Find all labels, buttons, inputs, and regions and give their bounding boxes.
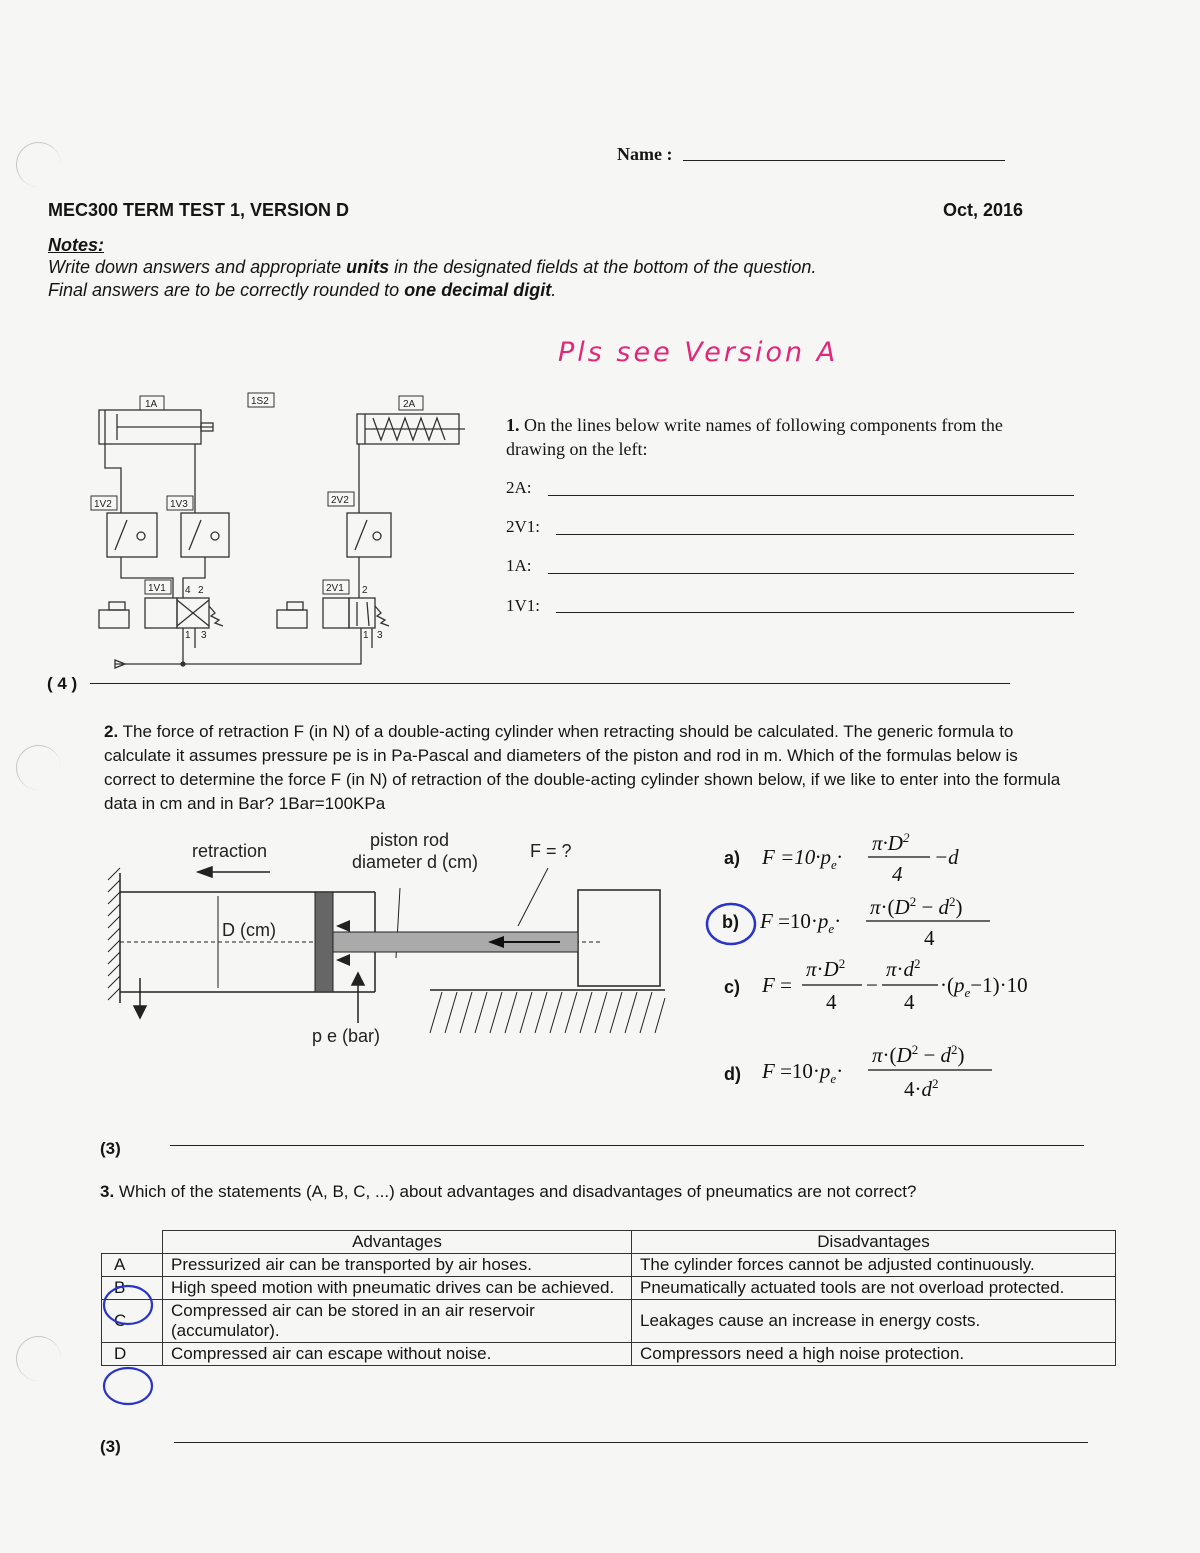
q2-answer-line[interactable] xyxy=(170,1145,1084,1146)
q1-points: ( 4 ) xyxy=(47,674,78,693)
q1-component-1v1: 1V1: xyxy=(506,596,540,615)
q3-question xyxy=(100,1180,1090,1204)
diagram-port-3b: 3 xyxy=(377,630,383,641)
notes-heading: Notes: xyxy=(48,235,105,255)
svg-text:4: 4 xyxy=(924,926,935,950)
test-date: Oct, 2016 xyxy=(943,200,1024,220)
svg-text:−: − xyxy=(866,973,878,997)
circle-mark-D xyxy=(100,1364,160,1408)
option-c-label[interactable]: c) xyxy=(724,977,741,997)
disadvantage-cell: Compressors need a high noise protection. xyxy=(632,1343,1116,1366)
svg-text:π·D2: $\pi\cdot D^2$ xyxy=(806,956,846,981)
option-a-label[interactable]: a) xyxy=(724,848,741,868)
label-retraction: retraction xyxy=(192,841,268,861)
svg-text:4·d2: $4\cdot d^2$ xyxy=(904,1076,939,1101)
formula-d xyxy=(762,1036,1002,1111)
row-letter-d[interactable]: D xyxy=(102,1343,163,1366)
svg-text:4: 4 xyxy=(892,862,903,886)
svg-text:π·D2: $\pi\cdot D^2$ xyxy=(872,830,910,855)
q1-answer-line-2v1[interactable] xyxy=(556,534,1074,535)
diagram-port-4: 4 xyxy=(185,585,191,596)
advantage-cell: High speed motion with pneumatic drives can be achieved. xyxy=(163,1277,632,1300)
diagram-label-2a: 2A xyxy=(403,399,416,410)
formula-c-svg xyxy=(762,952,1062,1016)
q1-component-1a: 1A: xyxy=(506,556,532,575)
table-row xyxy=(102,1254,1116,1277)
diagram-port-3a: 3 xyxy=(201,630,207,641)
notes-line-2-bold: one decimal digit xyxy=(404,280,552,300)
svg-text:F =10·pe·: $F =10\cdot p_e\cdot$ xyxy=(762,1059,844,1086)
disadvantage-cell: The cylinder forces cannot be adjusted continuously. xyxy=(632,1254,1116,1277)
q1-component-2a: 2A: xyxy=(506,478,532,497)
diagram-label-1a: 1A xyxy=(145,399,158,410)
q2-points: (3) xyxy=(100,1139,121,1158)
diagram-label-1v2: 1V2 xyxy=(94,499,112,510)
double-acting-cylinder-diagram xyxy=(100,828,670,1048)
advantage-cell: Pressurized air can be transported by air hoses. xyxy=(163,1254,632,1277)
notes-line-1 xyxy=(48,257,816,278)
diagram-port-2b: 2 xyxy=(362,585,368,596)
pneumatic-circuit-diagram xyxy=(85,388,485,678)
circle-mark-B xyxy=(100,1282,160,1328)
handwritten-note: Pls see Version A xyxy=(558,337,839,368)
svg-text:π·(D2 − d2): $\pi\cdot(D^2 - d^2)$ xyxy=(870,894,963,919)
diagram-label-1v3: 1V3 xyxy=(170,499,188,510)
disadvantage-cell: Leakages cause an increase in energy costs. xyxy=(632,1300,1116,1343)
notes-line-1-post: in the designated fields at the bottom of the question. xyxy=(389,257,817,277)
formula-a xyxy=(762,826,982,892)
punch-hole-top xyxy=(16,142,61,187)
option-d-label[interactable]: d) xyxy=(724,1064,741,1084)
formula-b xyxy=(760,890,1000,955)
label-piston-rod-1: piston rod xyxy=(370,830,450,850)
q1-answer-line-2a[interactable] xyxy=(548,495,1074,496)
row-letter-a[interactable]: A xyxy=(102,1254,163,1277)
svg-text:·(pe−1)·10: $\cdot(p_e-1)\cdot 10$ xyxy=(940,973,1028,1000)
label-force: F = ? xyxy=(530,841,572,861)
q1-answer-line[interactable] xyxy=(90,683,1010,684)
q1-answer-line-1v1[interactable] xyxy=(556,612,1074,613)
diagram-label-2v1: 2V1 xyxy=(326,583,344,594)
q1-text: On the lines below write names of following components from the drawing on the left: xyxy=(506,415,1003,459)
notes-line-2-post: . xyxy=(551,280,557,300)
table-row xyxy=(102,1277,1116,1300)
table-row xyxy=(102,1343,1116,1366)
q2-number: 2. xyxy=(104,722,119,741)
diagram-label-1v1: 1V1 xyxy=(148,583,166,594)
punch-hole-middle xyxy=(16,745,61,790)
q3-answer-line[interactable] xyxy=(174,1442,1088,1443)
punch-hole-bottom xyxy=(16,1336,61,1381)
q1-question xyxy=(506,413,1056,461)
notes-line-1-bold: units xyxy=(346,257,390,277)
label-pressure: p e (bar) xyxy=(312,1026,381,1046)
header-disadvantages: Disadvantages xyxy=(632,1231,1116,1254)
label-piston-rod-2: diameter d (cm) xyxy=(352,852,479,872)
q3-points: (3) xyxy=(100,1437,121,1456)
diagram-port-1b: 1 xyxy=(363,630,369,641)
svg-text:π·(D2 − d2): $\pi\cdot(D^2 - d^2)$ xyxy=(872,1042,965,1067)
svg-text:F =: F = xyxy=(762,973,792,997)
table-row xyxy=(102,1300,1116,1343)
notes-line-1-pre: Write down answers and appropriate xyxy=(48,257,347,277)
diagram-label-1s2: 1S2 xyxy=(251,396,269,407)
svg-text:F =10·pe·: $F =10\cdot p_e\cdot$ xyxy=(760,909,842,936)
svg-text:−d: −d xyxy=(934,845,959,869)
formula-a-svg xyxy=(762,826,982,886)
table-header-row xyxy=(102,1231,1116,1254)
q3-number: 3. xyxy=(100,1182,115,1201)
svg-text:4: 4 xyxy=(826,990,837,1014)
formula-b-svg xyxy=(760,890,1000,950)
diagram-port-1a: 1 xyxy=(185,630,191,641)
name-field-line[interactable] xyxy=(683,160,1005,161)
option-b-label[interactable]: b) xyxy=(722,912,739,932)
table-corner xyxy=(102,1231,163,1254)
q2-text: The force of retraction F (in N) of a double-acting cylinder when retracting should be calculated. The generic formula to calculate it assumes pressure pe is in Pa-Pascal and diameters of the piston and rod in m. Which of the formulas below is correct to determine the force F (in N) of retraction of the double-acting cylinder shown below, if we like to enter into the formula data in cm and in Bar? 1Bar=100KPa xyxy=(104,722,1061,813)
advantage-cell: Compressed air can escape without noise. xyxy=(163,1343,632,1366)
label-diameter: D (cm) xyxy=(222,920,276,940)
disadvantage-cell: Pneumatically actuated tools are not overload protected. xyxy=(632,1277,1116,1300)
q1-answer-line-1a[interactable] xyxy=(548,573,1074,574)
notes-line-2 xyxy=(48,280,556,301)
formula-d-svg xyxy=(762,1036,1002,1106)
header-advantages: Advantages xyxy=(163,1231,632,1254)
svg-text:π·d2: $\pi\cdot d^2$ xyxy=(886,956,921,981)
formula-c xyxy=(762,952,1062,1021)
q1-number: 1. xyxy=(506,415,520,435)
row-letter-b[interactable]: B xyxy=(102,1277,163,1300)
diagram-label-2v2: 2V2 xyxy=(331,495,349,506)
svg-text:F =10·pe·: $F =10\cdot p_e\cdot$ xyxy=(762,845,843,872)
test-title: MEC300 TERM TEST 1, VERSION D xyxy=(48,200,350,220)
q3-text: Which of the statements (A, B, C, ...) about advantages and disadvantages of pneumatics are not correct? xyxy=(118,1182,917,1201)
notes-line-2-pre: Final answers are to be correctly rounded to xyxy=(48,280,405,300)
advantage-cell: Compressed air can be stored in an air reservoir (accumulator). xyxy=(163,1300,632,1343)
name-label: Name : xyxy=(617,144,673,164)
svg-text:4: 4 xyxy=(904,990,915,1014)
diagram-port-2a: 2 xyxy=(198,585,204,596)
advantages-table xyxy=(101,1230,1116,1366)
q1-component-2v1: 2V1: xyxy=(506,517,540,536)
q2-question xyxy=(104,720,1064,816)
row-letter-c[interactable]: C xyxy=(102,1300,163,1343)
